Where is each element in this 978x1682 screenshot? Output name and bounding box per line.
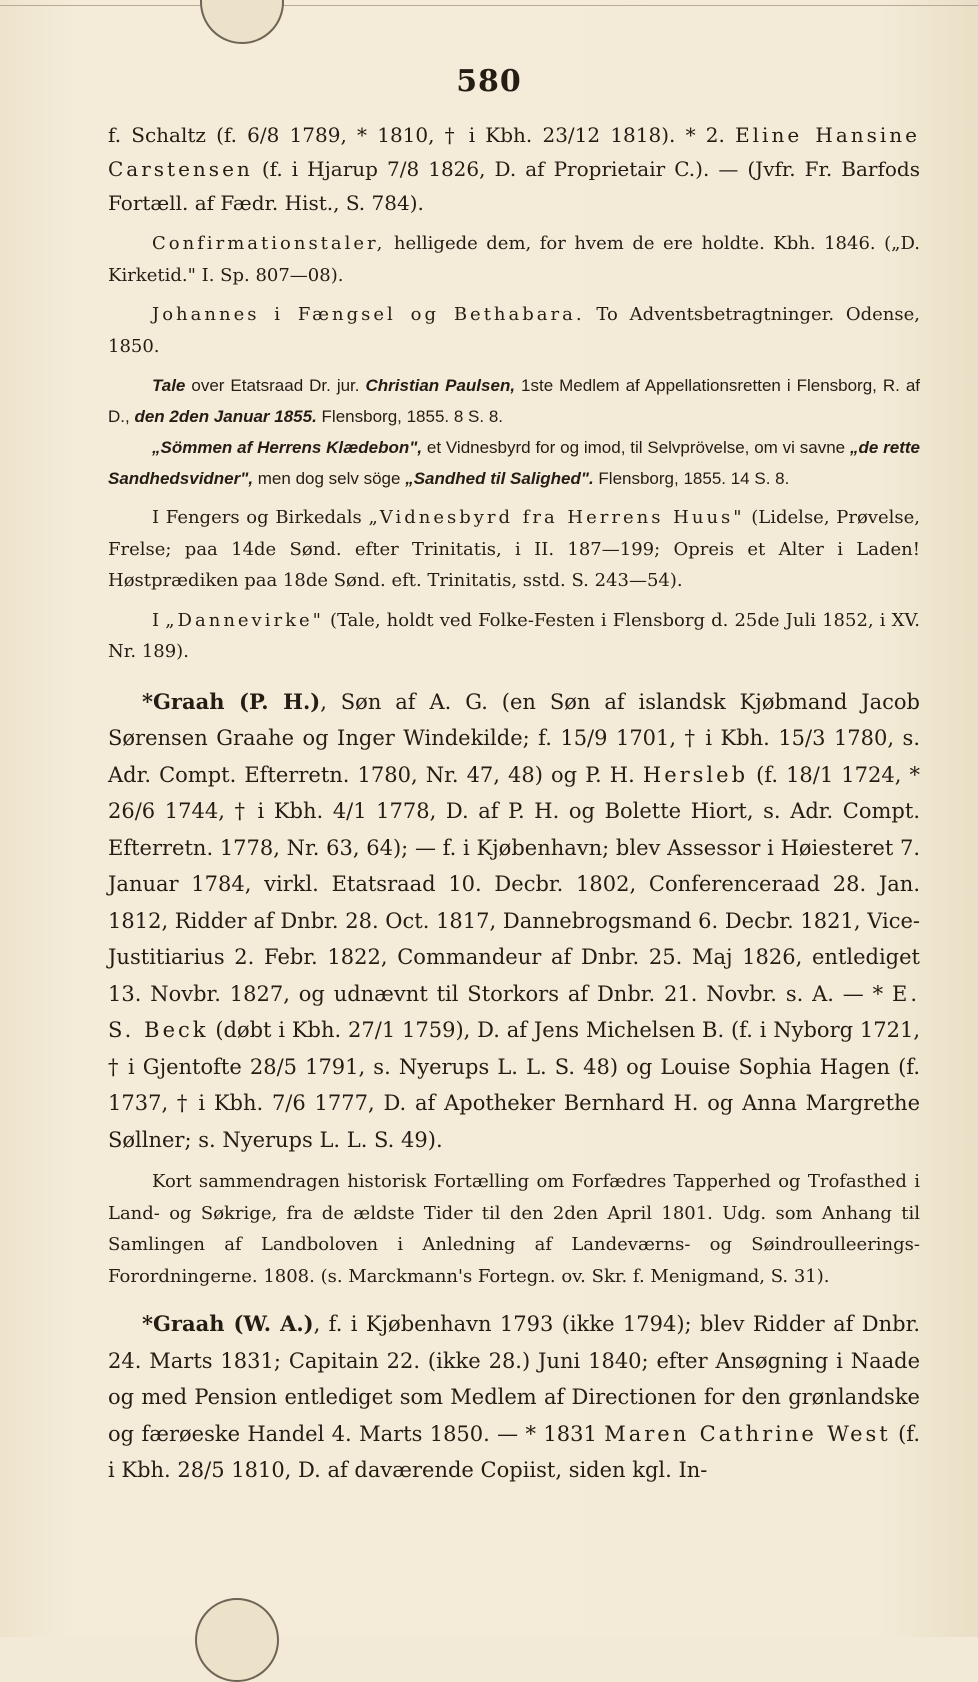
bibliography-item: I Fengers og Birkedals „Vidnesbyrd fra Herrens Huus" (Lidelse, Prøvelse, Frelse; paa 14de Sønd. efter Trinitatis, i II. 187—199; Opreis et Alter i Laden! Høstprædiken paa 18de Sønd. eft. Trinitatis, sstd. S. 243—54).	[108, 507, 920, 591]
page-top-edge	[0, 5, 978, 6]
page-number: 580	[456, 64, 522, 99]
bibliography-item: Confirmationstaler, helligede dem, for hvem de ere holdte. Kbh. 1846. („D. Kirketid." I. Sp. 807—08).	[108, 233, 920, 286]
bibliography-item: Johannes i Fængsel og Bethabara. To Adventsbetragtninger. Odense, 1850.	[108, 304, 921, 357]
biographical-entry-graah-wa: *Graah (W. A.), f. i Kjøbenhavn 1793 (ikke 1794); blev Ridder af Dnbr. 24. Marts 1831; Capitain 22. (ikke 28.) Juni 1840; efter Ansøgning i Naade og med Pension entlediget som Medlem af Directionen for den grønlandske og færøeske Handel 4. Marts 1850. — * 1831 Maren Cathrine West (f. i Kbh. 28/5 1810, D. af daværende Copiist, siden kgl. In-	[108, 1311, 920, 1482]
bibliography-item: I „Dannevirke" (Tale, holdt ved Folke-Festen i Flensborg d. 25de Juli 1852, i XV. Nr. 189).	[108, 609, 920, 662]
entry-continuation: f. Schaltz (f. 6/8 1789, * 1810, † i Kbh. 23/12 1818). * 2. Eline Hansine Carstensen (f. i Hjarup 7/8 1826, D. af Proprietair C.). — (Jvfr. Fr. Barfods Fortæll. af Fædr. Hist., S. 784).	[108, 123, 920, 215]
entry-headword: *Graah (P. H.)	[142, 688, 321, 714]
bibliography-item-latin: „Sömmen af Herrens Klædebon", et Vidnesbyrd for og imod, til Selvprövelse, om vi savne „de rette Sandhedsvidner", men dog selv söge „Sandhed til Salighed". Flensborg, 1855. 14 S. 8.	[108, 438, 920, 488]
binding-tab-bottom	[195, 1598, 279, 1682]
entry-headword: *Graah (W. A.)	[142, 1311, 314, 1336]
bibliography-item: Kort sammendragen historisk Fortælling om Forfædres Tapperhed og Trofasthed i Land- og Søkrige, fra de ældste Tider til den 2den April 1801. Udg. som Anhang til Samlingen af Landboloven i Anledning af Landeværns- og Søindroulleerings-Forordningerne. 1808. (s. Marckmann's Fortegn. ov. Skr. f. Menigmand, S. 31).	[108, 1171, 920, 1287]
binding-tab-top	[200, 0, 284, 44]
page-content	[108, 118, 920, 1489]
bibliography-item-latin: Tale over Etatsraad Dr. jur. Christian Paulsen, 1ste Medlem af Appellationsretten i Flensborg, R. af D., den 2den Januar 1855. Flensborg, 1855. 8 S. 8.	[108, 376, 921, 426]
biographical-entry-graah-ph: *Graah (P. H.), Søn af A. G. (en Søn af islandsk Kjøbmand Jacob Sørensen Graahe og Inger Windekilde; f. 15/9 1701, † i Kbh. 15/3 1780, s. Adr. Compt. Efterretn. 1780, Nr. 47, 48) og P. H. Hersleb (f. 18/1 1724, * 26/6 1744, † i Kbh. 4/1 1778, D. af P. H. og Bolette Hiort, s. Adr. Compt. Efterretn. 1778, Nr. 63, 64); — f. i Kjøbenhavn; blev Assessor i Høiesteret 7. Januar 1784, virkl. Etatsraad 10. Decbr. 1802, Conferenceraad 28. Jan. 1812, Ridder af Dnbr. 28. Oct. 1817, Dannebrogsmand 6. Decbr. 1821, Vice-Justitiarius 2. Febr. 1822, Commandeur af Dnbr. 25. Maj 1826, entlediget 13. Novbr. 1827, og udnævnt til Storkors af Dnbr. 21. Novbr. s. A. — * E. S. Beck (døbt i Kbh. 27/1 1759), D. af Jens Michelsen B. (f. i Nyborg 1721, † i Gjentofte 28/5 1791, s. Nyerups L. L. S. 48) og Louise Sophia Hagen (f. 1737, † i Kbh. 7/6 1777, D. af Apotheker Bernhard H. og Anna Margrethe Søllner; s. Nyerups L. L. S. 49).	[108, 688, 921, 1152]
